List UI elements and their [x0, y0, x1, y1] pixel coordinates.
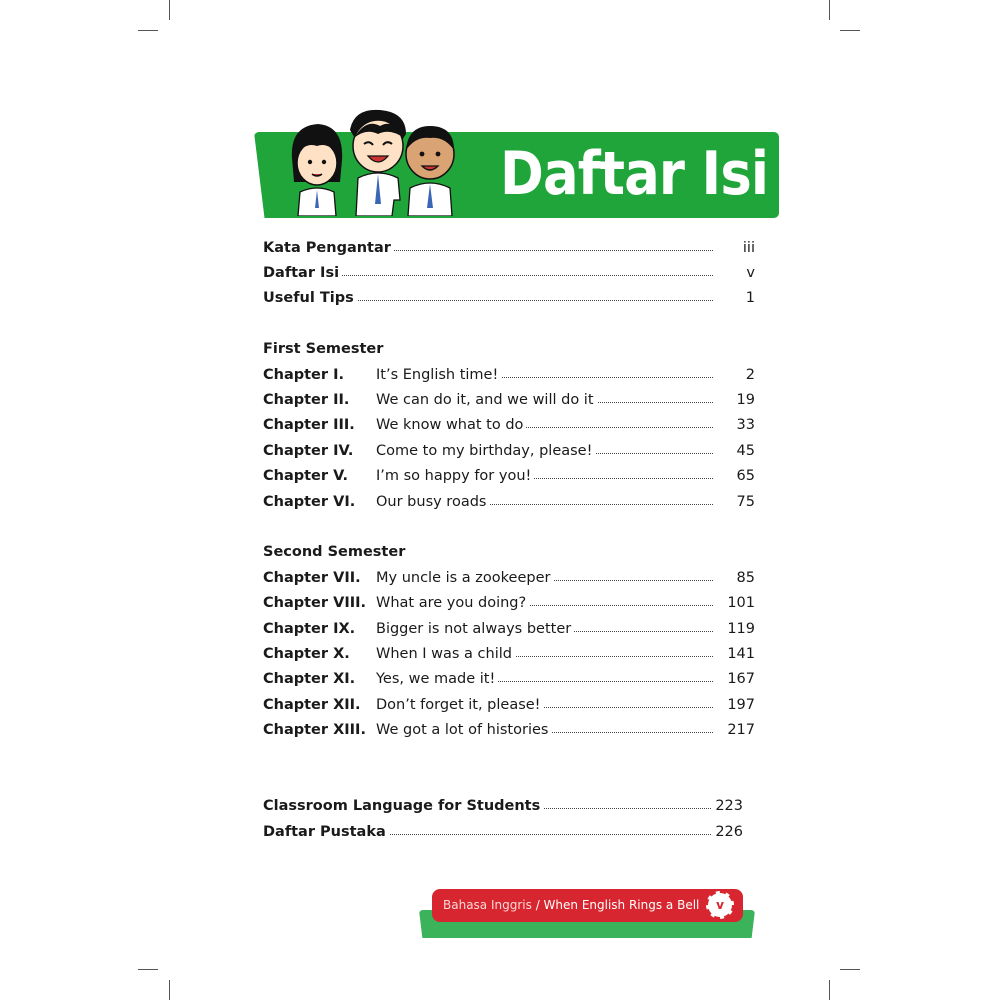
page-number: 85 — [736, 570, 755, 586]
chapter-label: Chapter VII. — [263, 566, 364, 590]
entry-label: Daftar Pustaka — [263, 820, 389, 844]
chapter-label: Chapter VIII. — [263, 591, 369, 615]
chapter-title: Our busy roads — [376, 490, 489, 514]
dot-leader — [583, 402, 713, 403]
toc-entry-chapter[interactable] — [263, 388, 755, 412]
toc-entry-chapter[interactable] — [263, 693, 755, 717]
chapter-label: Chapter VI. — [263, 490, 358, 514]
dot-leader — [521, 478, 713, 479]
toc-entry-chapter[interactable] — [263, 413, 755, 437]
page-number: 75 — [736, 494, 755, 510]
chapter-title: Yes, we made it! — [376, 667, 498, 691]
chapter-label: Chapter XI. — [263, 667, 358, 691]
chapter-label: Chapter X. — [263, 642, 353, 666]
toc-entry-chapter[interactable] — [263, 363, 755, 387]
chapter-title: When I was a child — [376, 642, 515, 666]
chapter-title: My uncle is a zookeeper — [376, 566, 553, 590]
footer-book-title — [443, 889, 699, 922]
toc-entry-chapter[interactable] — [263, 490, 755, 514]
chapter-title: Bigger is not always better — [376, 617, 574, 641]
chapter-label: Chapter II. — [263, 388, 352, 412]
toc-entry-daftar-isi[interactable] — [263, 261, 755, 285]
dot-leader — [329, 275, 713, 276]
chapter-title: We got a lot of histories — [376, 718, 551, 742]
chapter-title: What are you doing? — [376, 591, 529, 615]
dot-leader — [491, 377, 713, 378]
toc-entry-daftar-pustaka[interactable] — [263, 820, 755, 844]
chapter-title: We know what to do — [376, 413, 526, 437]
dot-leader — [567, 631, 713, 632]
chapter-title: We can do it, and we will do it — [376, 388, 597, 412]
toc-entry-chapter[interactable] — [263, 464, 755, 488]
toc-entry-chapter[interactable] — [263, 718, 755, 742]
page-number: iii — [742, 240, 755, 256]
chapter-label: Chapter V. — [263, 464, 351, 488]
entry-label: Classroom Language for Students — [263, 794, 543, 818]
page-number: 45 — [736, 443, 755, 459]
page-number: 1 — [745, 290, 755, 306]
toc-entry-classroom-language[interactable] — [263, 794, 755, 818]
chapter-title: I’m so happy for you! — [376, 464, 534, 488]
toc-entry-chapter[interactable] — [263, 642, 755, 666]
chapter-label: Chapter III. — [263, 413, 358, 437]
page-number: 33 — [736, 417, 755, 433]
dot-leader — [485, 504, 713, 505]
entry-label: Daftar Isi — [263, 261, 342, 285]
dot-leader — [375, 834, 711, 835]
dot-leader — [521, 427, 713, 428]
chapter-title: Don’t forget it, please! — [376, 693, 544, 717]
dot-leader — [493, 681, 713, 682]
dot-leader — [381, 250, 713, 251]
section-heading-second-semester: Second Semester — [263, 544, 406, 560]
dot-leader — [509, 656, 713, 657]
toc-entry-chapter[interactable] — [263, 439, 755, 463]
page-number: 141 — [727, 646, 755, 662]
page-number: 65 — [736, 468, 755, 484]
page-number: 19 — [736, 392, 755, 408]
section-heading-first-semester: First Semester — [263, 341, 384, 357]
toc-entry-chapter[interactable] — [263, 591, 755, 615]
footer-book-id: Bahasa Inggris — [443, 898, 532, 912]
toc-entry-chapter[interactable] — [263, 566, 755, 590]
footer-separator: / — [531, 898, 544, 912]
dot-leader — [531, 707, 713, 708]
page-number: 119 — [727, 621, 755, 637]
page-number: 226 — [715, 824, 743, 840]
page-number: v — [746, 265, 755, 281]
chapter-label: Chapter I. — [263, 363, 347, 387]
chapter-title: It’s English time! — [376, 363, 501, 387]
page-number: 2 — [745, 367, 755, 383]
page-number: 167 — [727, 671, 755, 687]
page-number-badge: v — [706, 891, 734, 919]
chapter-label: Chapter XII. — [263, 693, 364, 717]
toc-entry-useful-tips[interactable] — [263, 286, 755, 310]
entry-label: Kata Pengantar — [263, 236, 394, 260]
page-title: Daftar Isi — [500, 139, 769, 209]
toc-entry-chapter[interactable] — [263, 667, 755, 691]
entry-label: Useful Tips — [263, 286, 357, 310]
chapter-title: Come to my birthday, please! — [376, 439, 595, 463]
chapter-label: Chapter IX. — [263, 617, 358, 641]
chapter-label: Chapter XIII. — [263, 718, 369, 742]
dot-leader — [579, 453, 713, 454]
toc-entry-kata-pengantar[interactable] — [263, 236, 755, 260]
dot-leader — [547, 580, 713, 581]
page-number: 197 — [727, 697, 755, 713]
toc-entry-chapter[interactable] — [263, 617, 755, 641]
page-number: 217 — [727, 722, 755, 738]
chapter-label: Chapter IV. — [263, 439, 356, 463]
dot-leader — [521, 605, 713, 606]
page-number: 223 — [715, 798, 743, 814]
dot-leader — [343, 300, 713, 301]
footer-book-en: When English Rings a Bell — [543, 898, 700, 912]
dot-leader — [545, 732, 713, 733]
page-number: 101 — [727, 595, 755, 611]
